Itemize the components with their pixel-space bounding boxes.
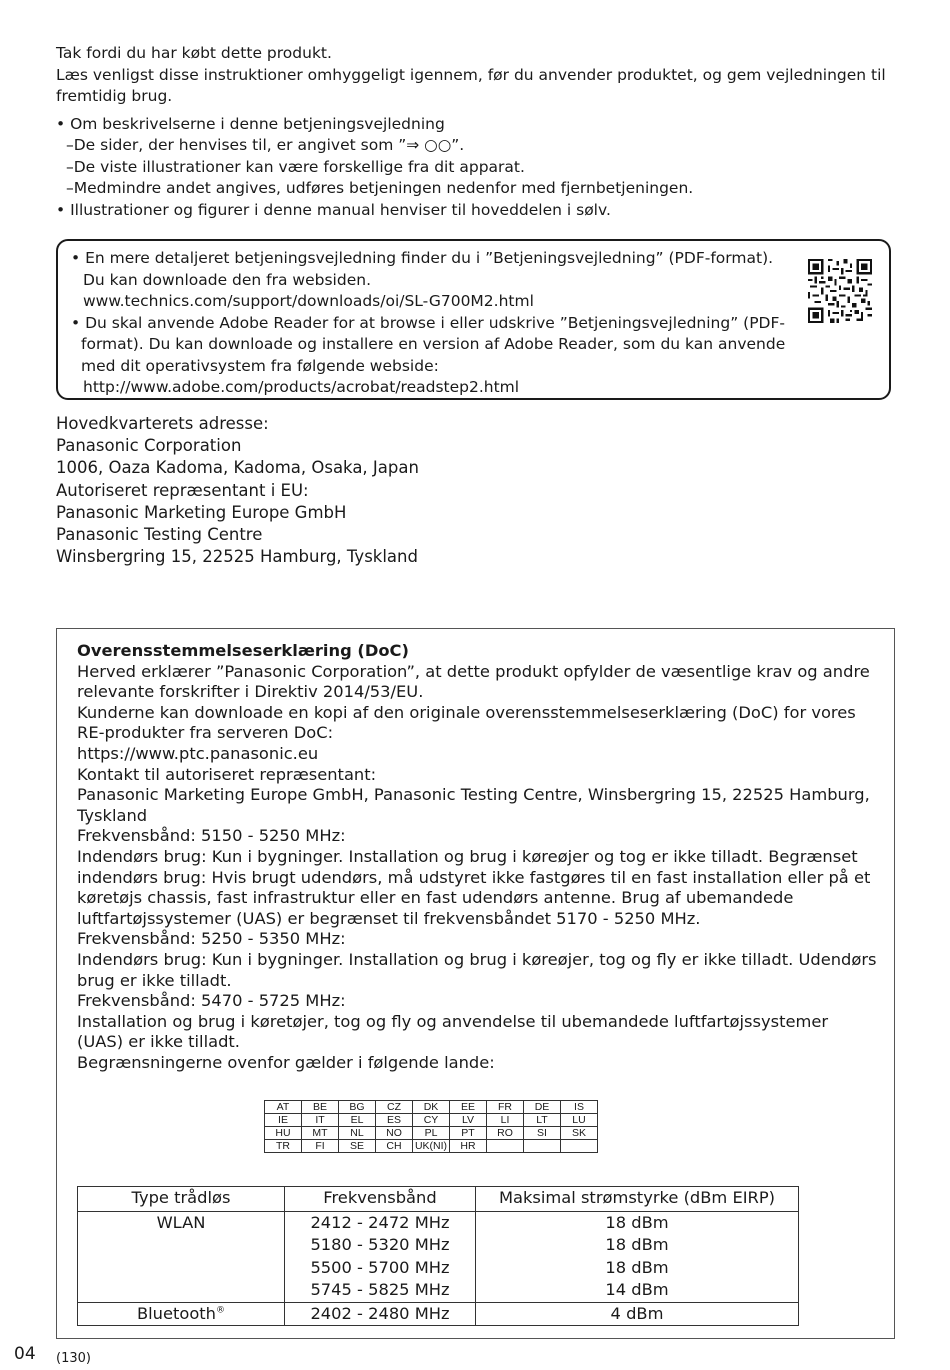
country-cell: IS: [561, 1101, 598, 1114]
wlan-power: 18 dBm: [605, 1235, 669, 1255]
country-cell: PT: [450, 1127, 487, 1140]
eu-rep-label: Autoriseret repræsentant i EU:: [56, 480, 309, 500]
country-cell: LV: [450, 1114, 487, 1127]
country-cell: NL: [339, 1127, 376, 1140]
table-row-bluetooth: [78, 1302, 799, 1325]
declaration-of-conformity-box: [56, 628, 895, 1339]
thanks-text: Tak fordi du har købt dette produkt.: [56, 44, 332, 62]
wlan-type-cell: [78, 1212, 285, 1303]
country-cell: IT: [302, 1114, 339, 1127]
country-cell: SK: [561, 1127, 598, 1140]
adobe-reader-bullet: • Du skal anvende Adobe Reader for at browse i eller udskrive ”Betjeningsvejledning” (PDF-format). Du kan downloade og installere en version af Adobe Reader, som du kan anvende med dit operativsystem fra følgende webside:: [71, 313, 786, 375]
wlan-power: 18 dBm: [605, 1257, 669, 1277]
about-descriptions-bullet: • Om beskrivelserne i denne betjeningsvejledning: [56, 114, 445, 133]
country-row: [265, 1140, 598, 1153]
country-row: [265, 1127, 598, 1140]
download-note: Du kan downloade den fra websiden.: [83, 270, 371, 289]
address-block: [56, 413, 556, 568]
band-5250-rules: Indendørs brug: Kun i bygninger. Installation og brug i køreøjer, tog og fly er ikke tilladt. Udendørs brug er ikke tilladt.: [77, 949, 877, 990]
country-row: [265, 1101, 598, 1114]
col-header-type: Type trådløs: [78, 1187, 285, 1212]
doc-contact-address: Panasonic Marketing Europe GmbH, Panasonic Testing Centre, Winsbergring 15, 22525 Hamburg, Tyskland: [77, 785, 870, 825]
frequency-power-table: [77, 1186, 799, 1326]
eu-rep-company: Panasonic Marketing Europe GmbH: [56, 502, 347, 522]
eu-rep-centre: Panasonic Testing Centre: [56, 525, 263, 545]
page-total: (130): [56, 1351, 91, 1366]
country-cell: [561, 1140, 598, 1153]
wlan-band: 5500 - 5700 MHz: [310, 1257, 450, 1277]
band-5150-rules: Indendørs brug: Kun i bygninger. Installation og brug i køreøjer og tog er ikke tilladt. Begrænset indendørs brug: Hvis brugt udendørs, må udstyret ikke fastgøres til en fast installation eller på et køretøjs chassis, fast infrastruktur eller en fast udendørs antenne. Brug af ubemandede luftfartøjssystemer (UAS) er begrænset til frekvensbåndet 5170 - 5250 MHz.: [77, 846, 871, 928]
col-header-band: Frekvensbånd: [285, 1187, 476, 1212]
hq-label: Hovedkvarterets adresse:: [56, 414, 269, 433]
band-5250-label: Frekvensbånd: 5250 - 5350 MHz:: [77, 929, 346, 949]
country-cell: BE: [302, 1101, 339, 1114]
country-cell: IE: [265, 1114, 302, 1127]
country-cell: [524, 1140, 561, 1153]
wlan-power: 14 dBm: [605, 1280, 669, 1300]
country-cell: UK(NI): [413, 1140, 450, 1153]
country-cell: HU: [265, 1127, 302, 1140]
country-cell: EE: [450, 1101, 487, 1114]
registered-mark: ®: [216, 1305, 226, 1316]
wlan-bands-cell: [285, 1212, 476, 1303]
country-cell: FR: [487, 1101, 524, 1114]
bt-band: 2402 - 2480 MHz: [285, 1302, 476, 1325]
country-cell: LU: [561, 1114, 598, 1127]
country-cell: ES: [376, 1114, 413, 1127]
country-cell: BG: [339, 1101, 376, 1114]
country-cell: EL: [339, 1114, 376, 1127]
bt-power: 4 dBm: [476, 1302, 799, 1325]
country-cell: CY: [413, 1114, 450, 1127]
country-cell: SE: [339, 1140, 376, 1153]
col-header-power: Maksimal strømstyrke (dBm EIRP): [476, 1187, 799, 1212]
read-instructions-text: Læs venligst disse instruktioner omhyggeligt igennem, før du anvender produktet, og gem vejledningen til fremtidig brug.: [56, 65, 886, 105]
wlan-band: 5180 - 5320 MHz: [310, 1235, 450, 1255]
hq-address: 1006, Oaza Kadoma, Kadoma, Osaka, Japan: [56, 458, 419, 478]
country-cell: CZ: [376, 1101, 413, 1114]
country-cell: SI: [524, 1127, 561, 1140]
eu-rep-address: Winsbergring 15, 22525 Hamburg, Tyskland: [56, 547, 418, 567]
detailed-manual-bullet: • En mere detaljeret betjeningsvejledning finder du i ”Betjeningsvejledning” (PDF-format).: [71, 249, 774, 267]
country-cell: TR: [265, 1140, 302, 1153]
remote-control-note: –Medmindre andet angives, udføres betjeningen nedenfor med fjernbetjeningen.: [66, 179, 694, 197]
wlan-type: WLAN: [156, 1213, 206, 1232]
bt-type: Bluetooth: [136, 1303, 217, 1323]
manual-url[interactable]: www.technics.com/support/downloads/oi/SL-G700M2.html: [83, 292, 534, 310]
band-5150-label: Frekvensbånd: 5150 - 5250 MHz:: [77, 826, 346, 846]
country-cell: AT: [265, 1101, 302, 1114]
doc-declaration: Herved erklærer ”Panasonic Corporation”, at dette produkt opfylder de væsentlige krav og andre relevante forskrifter i Direktiv 2014/53/EU.: [77, 661, 870, 702]
country-table: [264, 1100, 598, 1153]
pdf-info-box: [56, 239, 891, 400]
qr-code-icon: [808, 259, 872, 323]
country-cell: HR: [450, 1140, 487, 1153]
doc-server-url[interactable]: https://www.ptc.panasonic.eu: [77, 743, 319, 763]
country-cell: DE: [524, 1101, 561, 1114]
country-cell: RO: [487, 1127, 524, 1140]
adobe-url[interactable]: http://www.adobe.com/products/acrobat/readstep2.html: [83, 378, 520, 396]
country-cell: LI: [487, 1114, 524, 1127]
wlan-band: 2412 - 2472 MHz: [310, 1213, 450, 1232]
country-cell: [487, 1140, 524, 1153]
doc-title: Overensstemmelseserklæring (DoC): [77, 641, 409, 660]
country-row: [265, 1114, 598, 1127]
bt-type-cell: [78, 1302, 285, 1325]
band-5470-rules: Installation og brug i køretøjer, tog og fly og anvendelse til ubemandede luftfartøjssystemer (UAS) er ikke tilladt.: [77, 1011, 829, 1052]
page-number: 04: [14, 1344, 36, 1364]
wlan-power: 18 dBm: [605, 1213, 669, 1232]
band-5470-label: Frekvensbånd: 5470 - 5725 MHz:: [77, 991, 346, 1011]
hq-company: Panasonic Corporation: [56, 436, 242, 456]
illustrations-differ-note: –De viste illustrationer kan være forskellige fra dit apparat.: [66, 157, 525, 176]
table-header-row: [78, 1187, 799, 1212]
doc-download-note: Kunderne kan downloade en kopi af den originale overensstemmelseserklæring (DoC) for vores RE-produkter fra serveren DoC:: [77, 702, 856, 743]
pages-referenced-note: –De sider, der henvises til, er angivet som ”⇒ ○○”.: [66, 136, 465, 154]
wlan-power-cell: [476, 1212, 799, 1303]
country-cell: NO: [376, 1127, 413, 1140]
intro-section: [56, 43, 896, 221]
table-row-wlan: [78, 1212, 799, 1303]
doc-contact-label: Kontakt til autoriseret repræsentant:: [77, 764, 377, 784]
wlan-band: 5745 - 5825 MHz: [310, 1280, 450, 1300]
country-cell: LT: [524, 1114, 561, 1127]
silver-unit-bullet: • Illustrationer og figurer i denne manual henviser til hoveddelen i sølv.: [56, 200, 611, 219]
country-cell: PL: [413, 1127, 450, 1140]
restrictions-countries-label: Begrænsningerne ovenfor gælder i følgende lande:: [77, 1052, 495, 1072]
country-cell: DK: [413, 1101, 450, 1114]
country-cell: CH: [376, 1140, 413, 1153]
country-cell: FI: [302, 1140, 339, 1153]
country-cell: MT: [302, 1127, 339, 1140]
